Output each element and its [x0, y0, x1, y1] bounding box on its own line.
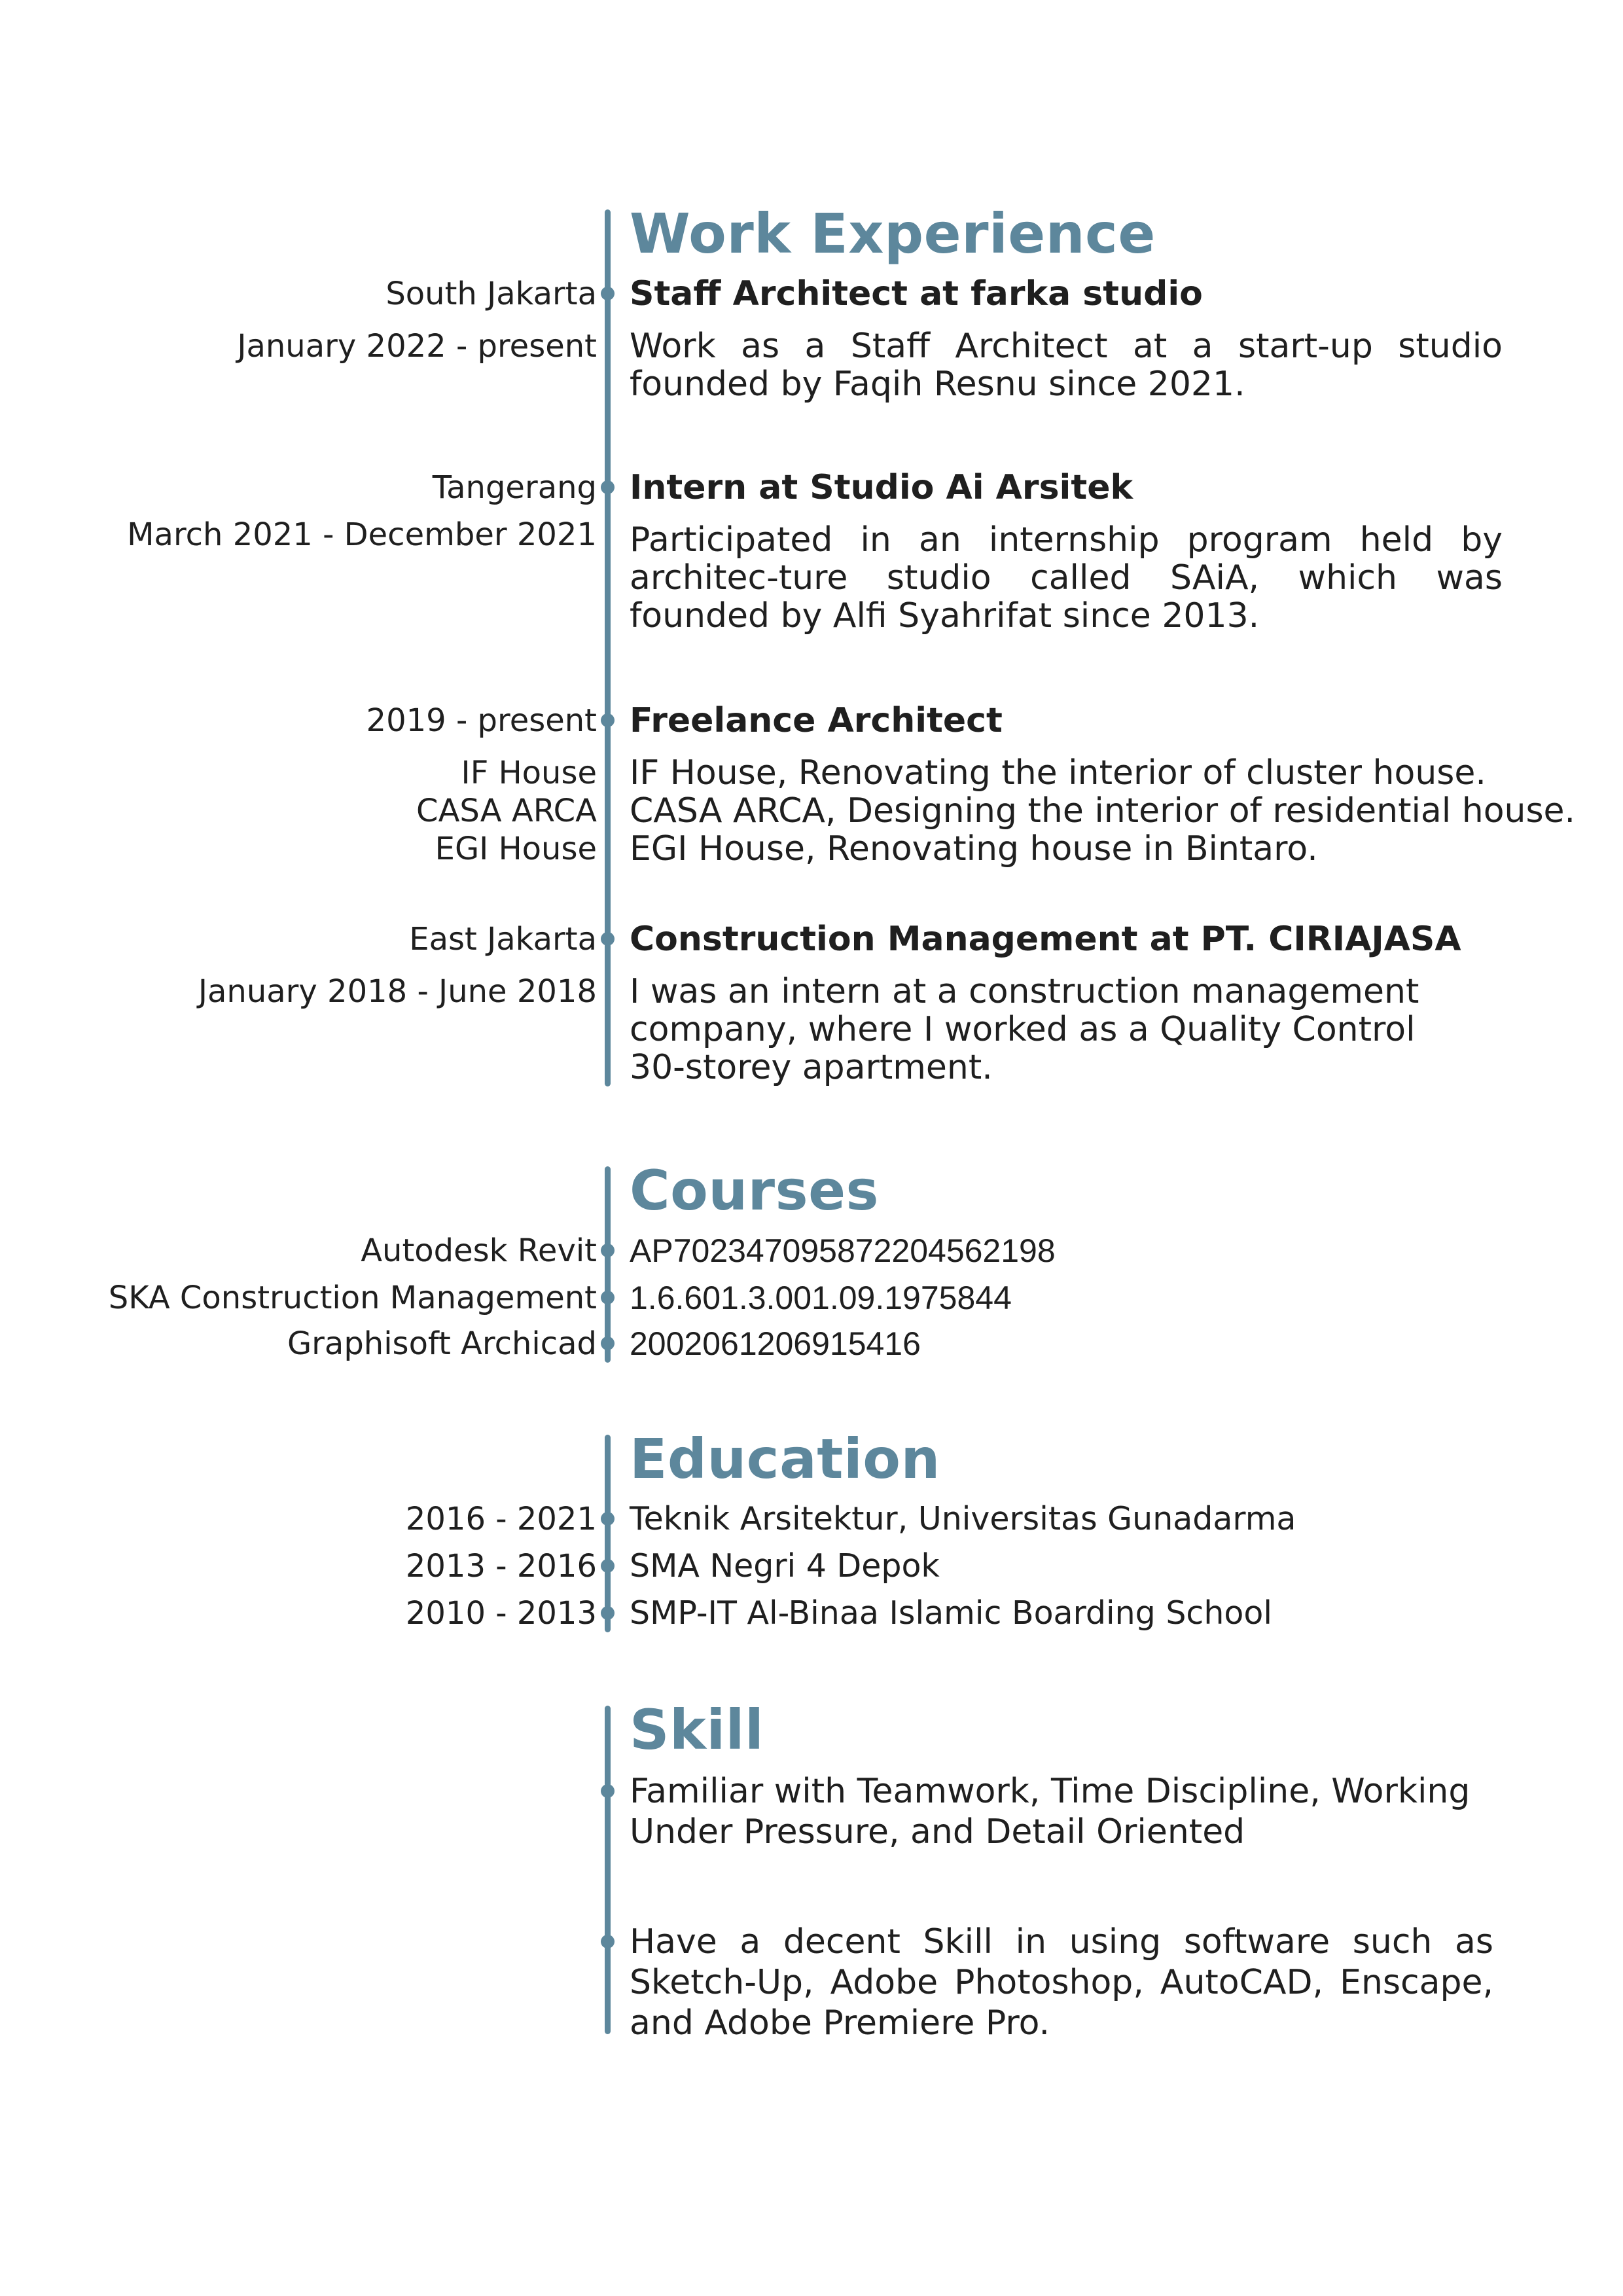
work-description: [630, 973, 1507, 1086]
courses-section: [0, 1158, 1623, 1363]
work-title: Freelance Architect: [630, 701, 1003, 740]
work-location: East Jakarta: [409, 921, 597, 958]
timeline-dot: [601, 1559, 615, 1573]
timeline-dot: [601, 1336, 615, 1350]
education-heading: Education: [630, 1427, 940, 1491]
skill-heading: Skill: [630, 1698, 764, 1762]
timeline-dot: [601, 1512, 615, 1526]
work-location: South Jakarta: [385, 276, 597, 312]
timeline-dot: [601, 1606, 615, 1620]
timeline-dot: [601, 932, 615, 946]
work-title: Construction Management at PT. CIRIAJASA: [630, 920, 1461, 959]
course-id: 1.6.601.3.001.09.1975844: [630, 1280, 1012, 1316]
course-name: Graphisoft Archicad: [287, 1325, 597, 1362]
education-years: 2016 - 2021: [405, 1501, 597, 1537]
work-description: Participated in an internship program held by architec-ture studio called SAiA, which was founded by Alfi Syahrifat since 2013.: [630, 520, 1503, 636]
timeline-dot: [601, 1291, 615, 1304]
description-line: 30-storey apartment.: [630, 1048, 993, 1087]
work-title: Intern at Studio Ai Arsitek: [630, 468, 1133, 507]
timeline-rail: [605, 1435, 611, 1632]
freelance-descriptions: [630, 753, 1576, 869]
timeline-rail: [605, 1166, 611, 1363]
timeline-dot: [601, 480, 615, 494]
work-period: January 2022 - present: [237, 328, 597, 365]
skill-text: Have a decent Skill in using software such as Sketch-Up, Adobe Photoshop, AutoCAD, Enscape, and Adobe Premiere Pro.: [630, 1922, 1493, 2043]
education-section: [0, 1427, 1623, 1632]
work-location: Tangerang: [432, 469, 597, 506]
work-experience-section: [0, 202, 1623, 1087]
timeline-dot: [601, 1244, 615, 1257]
timeline-dot: [601, 287, 615, 300]
education-school: SMP-IT Al-Binaa Islamic Boarding School: [630, 1594, 1272, 1632]
education-years: 2010 - 2013: [405, 1595, 597, 1632]
project-description: EGI House, Renovating house in Bintaro.: [630, 829, 1318, 869]
course-id: AP70234709587220456219​8: [630, 1232, 1056, 1269]
work-description: Work as a Staff Architect at a start-up studio founded by Faqih Resnu since 2021.: [630, 327, 1503, 404]
work-title: Staff Architect at farka studio: [630, 274, 1203, 314]
work-location: 2019 - present: [366, 702, 597, 739]
project-name: CASA ARCA: [416, 793, 597, 829]
work-experience-heading: Work Experience: [630, 202, 1156, 266]
course-name: SKA Construction Management: [108, 1280, 597, 1316]
skill-text: Familiar with Teamwork, Time Discipline, Working Under Pressure, and Detail Oriented: [630, 1772, 1471, 1852]
education-years: 2013 - 2016: [405, 1548, 597, 1585]
skill-section: [0, 1698, 1623, 2043]
education-school: SMA Negri 4 Depok: [630, 1547, 940, 1585]
timeline-dot: [601, 713, 615, 727]
timeline-rail: [605, 1706, 611, 2034]
timeline-dot: [601, 1784, 615, 1798]
description-line: I was an intern at a construction management: [630, 972, 1419, 1011]
courses-heading: Courses: [630, 1158, 880, 1223]
project-name: IF House: [461, 755, 597, 791]
description-line: company, where I worked as a Quality Control: [630, 1010, 1416, 1049]
course-id: 2002061206915416: [630, 1325, 921, 1362]
project-description: CASA ARCA, Designing the interior of residential house.: [630, 791, 1576, 831]
work-period: January 2018 - June 2018: [198, 973, 597, 1010]
course-name: Autodesk Revit: [361, 1232, 597, 1269]
education-school: Teknik Arsitektur, Universitas Gunadarma: [630, 1500, 1296, 1537]
timeline-rail: [605, 209, 611, 1086]
project-name: EGI House: [435, 831, 597, 867]
work-period: March 2021 - December 2021: [127, 516, 597, 553]
freelance-projects: [416, 754, 597, 868]
timeline-dot: [601, 1935, 615, 1948]
project-description: IF House, Renovating the interior of cluster house.: [630, 753, 1486, 793]
